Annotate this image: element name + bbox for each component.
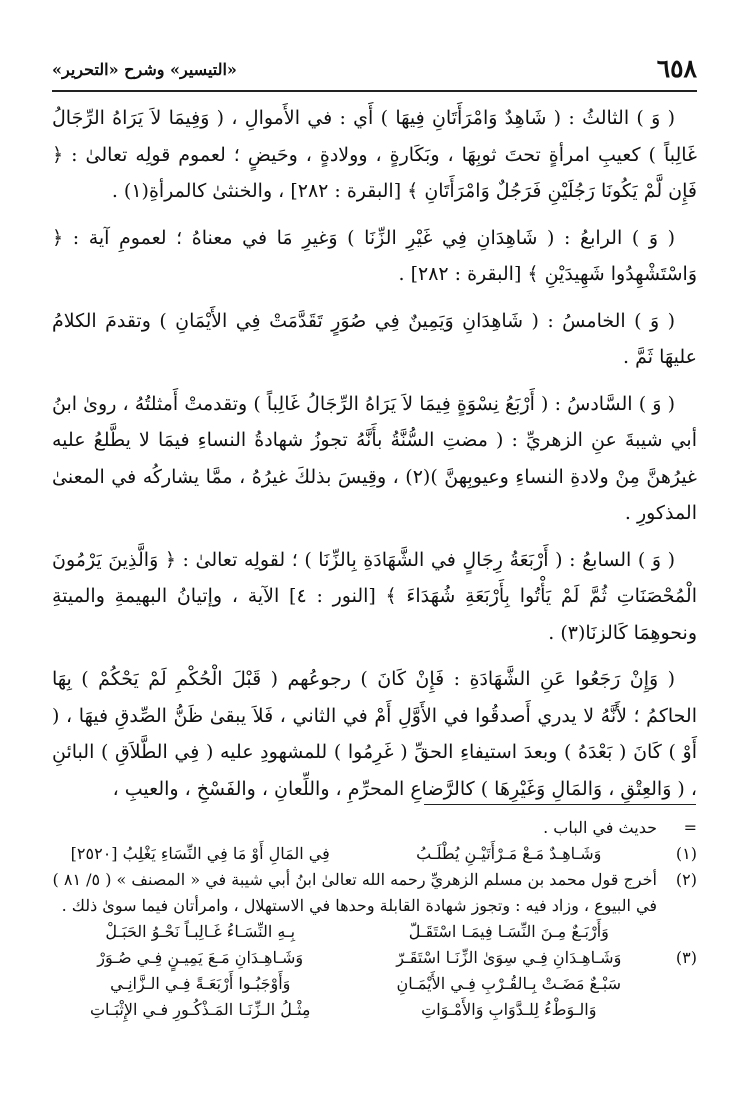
footnote-number: (٣) (675, 948, 697, 967)
page-number: ٦٥٨ (656, 54, 697, 83)
verse-hemistich-left: مِثْـلُ الـزِّنَـا المَـذْكُـورِ فـي الإِثْبَـاتِ (89, 1000, 311, 1019)
footnote-1 (52, 841, 697, 867)
continuation-text: حديث في الباب . (543, 818, 657, 837)
verse-line (52, 945, 657, 971)
verse-line (52, 971, 657, 997)
page-header (52, 52, 697, 92)
verse-hemistich-left: بِـهِ النِّسَـاءُ غَـالِبـاً نَحْـوُ الحَبَـلْ (105, 922, 296, 941)
paragraph-seventh: ( وَ ) السابعُ : ( أَرْبَعَةُ رِجَالٍ في الشَّهَادَةِ بِالزِّنَا ) ؛ لقولِه تعالىٰ : ﴿ وَالَّذِينَ يَرْمُونَ الْمُحْصَنَاتِ ثُمَّ لَمْ يَأْتُوا بِأَرْبَعَةِ شُهَدَاءَ ﴾ [النور : ٤] الآية ، وإتيانُ البهيمةِ والميتةِ ونحوهِمَا كَالزنَا(٣) . (52, 548, 697, 644)
footnote-3 (52, 945, 697, 1023)
verse-hemistich-right: وَشَـاهِـدَانِ فِـي سِوَىٰ الزِّنَـا اسْتَقَـرّ (396, 948, 622, 967)
verse-hemistich-right: وَشَـاهِـدٌ مَـعْ مَـرْأَتَيْـنِ يُطْلَـبُ (416, 844, 602, 863)
verse-line (52, 919, 697, 945)
footnote-separator (424, 804, 696, 805)
footnote-continuation (52, 815, 697, 841)
paragraph-retraction: ( وَإِنْ رَجَعُوا عَنِ الشَّهَادَةِ : فَإِنْ كَانَ ) رجوعُهم ( قَبْلَ الْحُكْمِ لَمْ يَحْكُمْ ) بِهَا الحاكمُ ؛ لأَنَّهُ لا يدري أَصدقُوا في الأَوَّلِ أَمْ في الثاني ، فَلاَ يبقىٰ ظَنُّ الصِّدقِ فيهَا ، ( أَوْ ) كَانَ ( بَعْدَهُ ) وبعدَ استيفاءِ الحقِّ ( غَرِمُوا ) للمشهودِ عليه ( فِي الطَّلاَقِ ) البائنِ ، ( وَالعِتْقِ ، وَالمَالِ وَغَيْرِهَا ) كالرَّضاعِ المحرِّمِ ، واللِّعانِ ، والفَسْخِ ، والعيبِ ، (52, 668, 697, 800)
verse-hemistich-right: وَأَرْبَـعٌ مِـنَ النِّسَـا فِيمَـا اسْتَقَـلّ (408, 922, 609, 941)
verse-line (52, 997, 657, 1023)
paragraph-sixth: ( وَ ) السَّادسُ : ( أَرْبَعُ نِسْوَةٍ فِيمَا لاَ يَرَاهُ الرِّجَالُ غَالِباً ) وتقدمتْ أَمثلتُهُ ، روىٰ ابنُ أبي شيبةَ عنِ الزهريِّ : ( مضتِ السُّنَّةُ بأَنَّهُ تجوزُ شهادةُ النساءِ فيمَا لا يطَّلعُ عليه غيرُهنَّ مِنْ ولادةِ النساءِ وعيوبِهنَّ )(٢) ، وقِيسَ بذلكَ غيرُهُ ، ممَّا يشاركُه في المعنىٰ المذكورِ . (52, 392, 697, 524)
verse-hemistich-right: وَالـوَطْءُ لِلـدَّوَابِ وَالأَمْـوَاتِ (421, 1000, 597, 1019)
verse-hemistich-right: سَبْـعٌ مَضَـتْ بِـالقُـرْبِ فِـي الأَيْمَـانِ (396, 974, 621, 993)
verse-hemistich-left: فِي المَالِ أَوْ مَا فِي النِّسَاءِ يَغْلِبُ [٢٥٢٠] (70, 844, 330, 863)
verse-hemistich-left: وَشَـاهِـدَانِ مَـعَ يَمِيـنٍ فِـي صُـوَرْ (97, 948, 304, 967)
running-title: «التيسير» وشرح «التحرير» (52, 60, 237, 79)
continuation-marker: = (683, 818, 697, 837)
paragraph-fifth: ( وَ ) الخامسُ : ( شَاهِدَانِ وَيَمِينٌ فِي صُوَرٍ تَقَدَّمَتْ فِي الأَيْمَانِ ) وتقدمَ الكلامُ عليهَا ثَمَّ . (52, 309, 697, 368)
footnote-verses (52, 945, 657, 1023)
main-text (52, 100, 697, 817)
footnote-text: أخرج قول محمد بن مسلم الزهريِّ رحمه الله تعالىٰ ابنُ أبي شيبة في « المصنف » ( ٥/ ٨١ ) في البيوع ، وزاد فيه : وتجوز شهادة القابلة وحدها في الاستهلال ، وامرأتان فيما سوىٰ ذلك . (52, 870, 657, 915)
verse-hemistich-left: وَأَوْجَبُـوا أَرْبَعَـةً فِـي الـزَّانِـي (110, 974, 291, 993)
footnotes (52, 815, 697, 1023)
footnote-number: (٢) (675, 870, 697, 889)
footnote-2 (52, 867, 697, 919)
footnote-number: (١) (675, 844, 697, 863)
paragraph-fourth: ( وَ ) الرابعُ : ( شَاهِدَانِ فِي غَيْرِ الزِّنَا ) وَغيرِ مَا في معناهُ ؛ لعمومِ آية : ﴿ وَاسْتَشْهِدُوا شَهِيدَيْنِ ﴾ [البقرة : ٢٨٢] . (52, 226, 697, 285)
verse-line (52, 841, 657, 867)
paragraph-third: ( وَ ) الثالثُ : ( شَاهِدٌ وَامْرَأَتَانِ فِيهَا ) أَي : في الأَموالِ ، ( وَفِيمَا لاَ يَرَاهُ الرِّجَالُ غَالِباً ) كعيبِ امرأةٍ تحتَ ثوبِهَا ، وبَكَارةٍ ، وولادةٍ ، وحَيضٍ ؛ لعموم قولِه تعالىٰ : ﴿ فَإِن لَّمْ يَكُونَا رَجُلَيْنِ فَرَجُلٌ وَامْرَأَتَانِ ﴾ [البقرة : ٢٨٢] ، والخنثىٰ كالمرأةِ(١) . (52, 107, 697, 202)
